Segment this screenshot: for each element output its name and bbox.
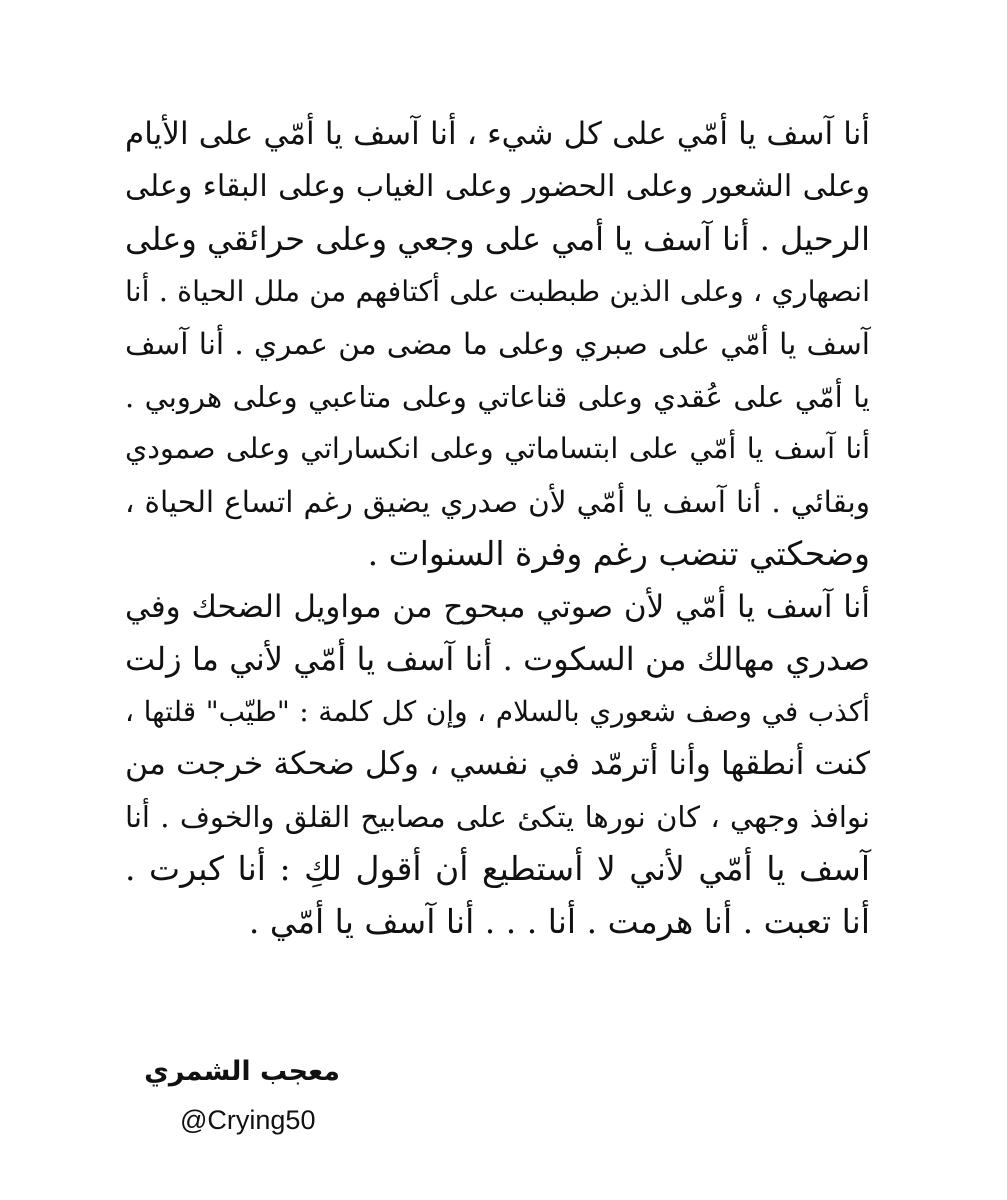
poem-line-13: كنت أنطقها وأنا أترمّد في نفسي ، وكل ضحكة خرجت من bbox=[125, 746, 870, 782]
poem-text bbox=[125, 108, 870, 948]
poem-line-2: وعلى الشعور وعلى الحضور وعلى الغياب وعلى البقاء وعلى bbox=[125, 168, 870, 204]
poem-line-9: وضحكتي تنضب رغم وفرة السنوات . bbox=[367, 534, 870, 573]
poem-line-4: انصهاري ، وعلى الذين طبطبت على أكتافهم من ملل الحياة . أنا bbox=[125, 274, 870, 308]
poem-line-11: صدري مهالك من السكوت . أنا آسف يا أمّي لأني ما زلت bbox=[125, 640, 870, 678]
poem-line-8: وبقائي . أنا آسف يا أمّي لأن صدري يضيق رغم اتساع الحياة ، bbox=[125, 484, 870, 519]
poem-line-6: يا أمّي على عُقدي وعلى قناعاتي وعلى متاعبي وعلى هروبي . bbox=[125, 379, 870, 414]
poem-line-7: أنا آسف يا أمّي على ابتساماتي وعلى انكساراتي وعلى صمودي bbox=[125, 432, 870, 465]
author-handle: @Crying50 bbox=[180, 1105, 316, 1135]
poem-line-16: أنا تعبت . أنا هرمت . أنا . . . أنا آسف يا أمّي . bbox=[248, 901, 870, 941]
poem-line-10: أنا آسف يا أمّي لأن صوتي مبحوح من مواويل الضحك وفي bbox=[125, 588, 870, 625]
poem-line-1: أنا آسف يا أمّي على كل شيء ، أنا آسف يا أمّي على الأيام bbox=[125, 116, 870, 152]
poem-line-15: آسف يا أمّي لأني لا أستطيع أن أقول لكِ : أنا كبرت . bbox=[125, 849, 870, 888]
poem-line-12: أكذب في وصف شعوري بالسلام ، وإن كل كلمة : "طيّب" قلتها ، bbox=[125, 694, 870, 728]
poem-line-5: آسف يا أمّي على صبري وعلى ما مضى من عمري . أنا آسف bbox=[125, 327, 870, 361]
author-name: معجب الشمري bbox=[144, 1056, 340, 1087]
poem-line-14: نوافذ وجهي ، كان نورها يتكئ على مصابيح القلق والخوف . أنا bbox=[125, 799, 870, 834]
poem-line-3: الرحيل . أنا آسف يا أمي على وجعي وعلى حرائقي وعلى bbox=[124, 220, 870, 258]
